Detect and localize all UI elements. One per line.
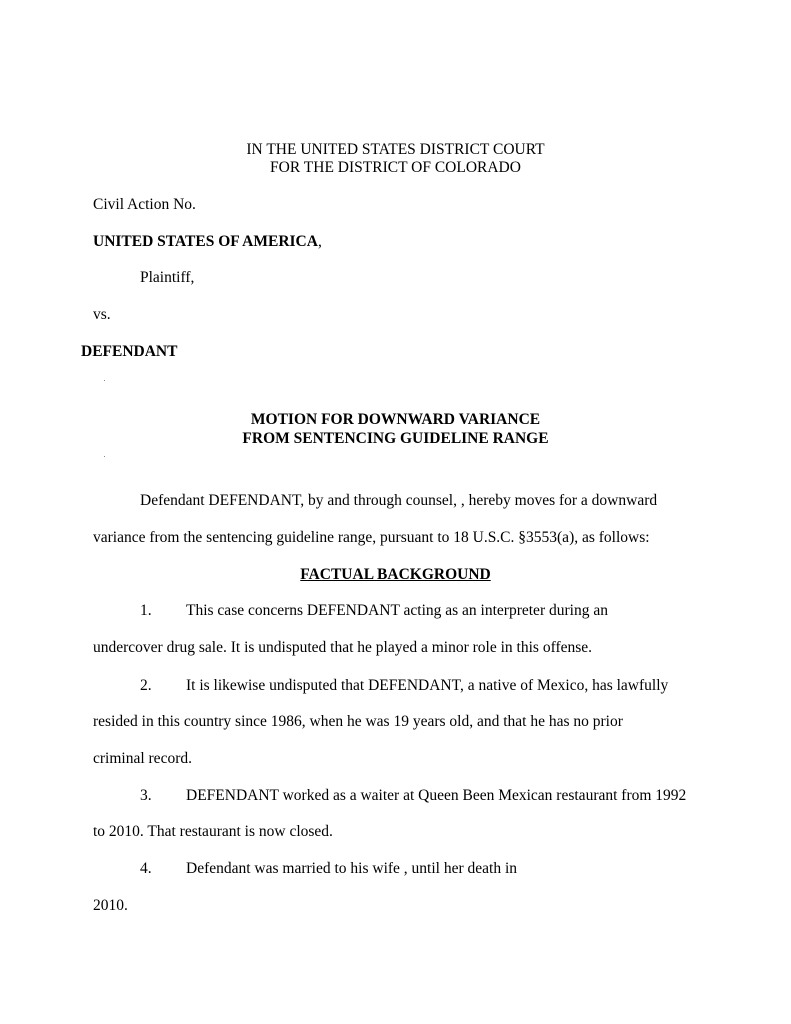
paragraph-text: 2010. bbox=[93, 897, 128, 914]
plaintiff-name: UNITED STATES OF AMERICA bbox=[93, 233, 318, 250]
civil-action-label: Civil Action No. bbox=[93, 196, 196, 213]
paragraph-number: 4. bbox=[140, 860, 152, 877]
section-heading bbox=[0, 566, 791, 584]
section-heading-text: FACTUAL BACKGROUND bbox=[300, 566, 491, 583]
paragraph-text: to 2010. That restaurant is now closed. bbox=[93, 823, 333, 840]
plaintiff-comma: , bbox=[317, 233, 322, 250]
court-name-line: IN THE UNITED STATES DISTRICT COURT bbox=[246, 141, 545, 158]
plaintiff-line bbox=[93, 233, 322, 251]
court-district-line: FOR THE DISTRICT OF COLORADO bbox=[270, 159, 521, 176]
stray-mark bbox=[104, 456, 105, 457]
paragraph-text: resided in this country since 1986, when he was 19 years old, and that he has no prior bbox=[93, 713, 623, 730]
motion-title-line2: FROM SENTENCING GUIDELINE RANGE bbox=[242, 430, 549, 447]
stray-mark bbox=[104, 380, 105, 381]
versus-label: vs. bbox=[93, 306, 111, 323]
paragraph-number: 2. bbox=[140, 677, 152, 694]
paragraph-text: DEFENDANT worked as a waiter at Queen Been Mexican restaurant from 1992 bbox=[186, 787, 687, 804]
paragraph-number: 1. bbox=[140, 602, 152, 619]
paragraph-text: undercover drug sale. It is undisputed that he played a minor role in this offense. bbox=[93, 639, 593, 656]
intro-line2: variance from the sentencing guideline range, pursuant to 18 U.S.C. §3553(a), as follows: bbox=[93, 529, 650, 546]
plaintiff-role: Plaintiff, bbox=[140, 269, 195, 286]
defendant-name: DEFENDANT bbox=[81, 343, 178, 360]
paragraph-text: This case concerns DEFENDANT acting as an interpreter during an bbox=[186, 602, 608, 619]
paragraph-text: criminal record. bbox=[93, 750, 192, 767]
paragraph-text: Defendant was married to his wife , until her death in bbox=[186, 860, 517, 877]
intro-line1: Defendant DEFENDANT, by and through counsel, , hereby moves for a downward bbox=[140, 492, 658, 509]
paragraph-text: It is likewise undisputed that DEFENDANT, a native of Mexico, has lawfully bbox=[186, 677, 669, 694]
paragraph-number: 3. bbox=[140, 787, 152, 804]
motion-title-line1: MOTION FOR DOWNWARD VARIANCE bbox=[250, 411, 541, 428]
